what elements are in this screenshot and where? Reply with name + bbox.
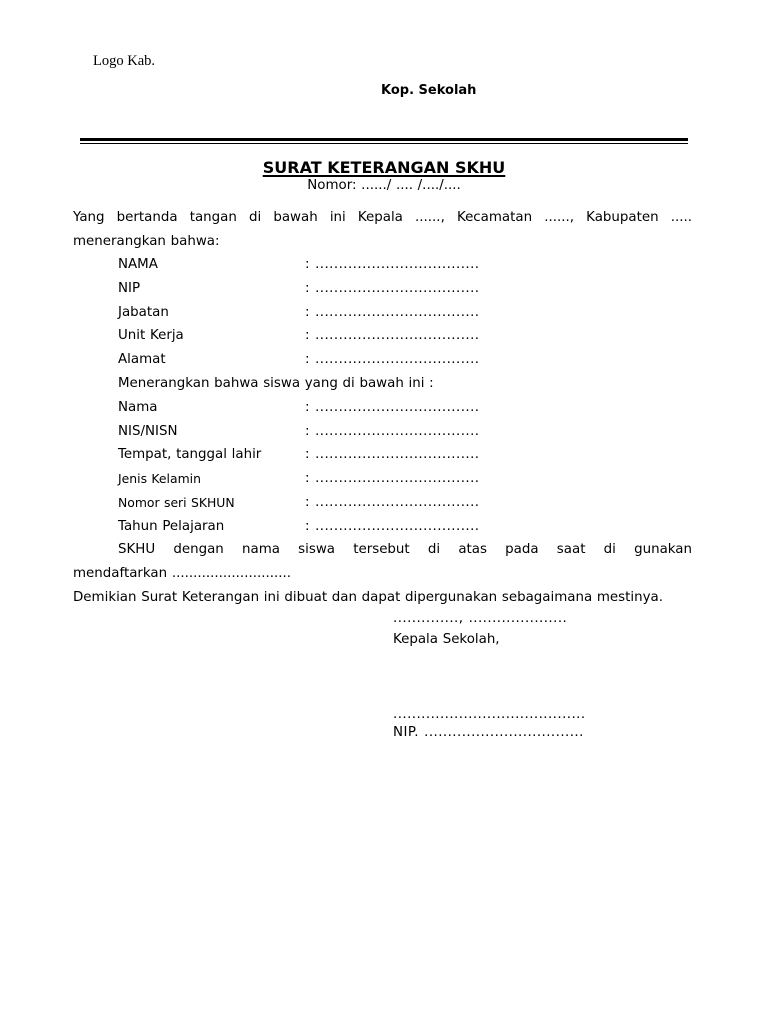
field-label: Alamat [118,352,166,368]
field-value: : ................................... [305,304,480,320]
field-label: NAMA [118,257,158,273]
field-label: Nama [118,399,158,415]
student-field-row [73,420,692,444]
letter-number: Nomor: ....../ .... /..../.... [307,178,461,193]
student-field-row [73,443,692,467]
signature-place-date: .............., ..................... [393,611,568,626]
student-field-row [73,491,692,515]
student-field-row [73,515,692,539]
official-field-row [73,253,692,277]
signature-position: Kepala Sekolah, [393,632,500,647]
field-value: : ................................... [305,494,480,510]
usage-line-1: SKHU dengan nama siswa tersebut di atas pada saat di gunakan [118,542,692,558]
opening-line-1: Yang bertanda tangan di bawah ini Kepala ......, Kecamatan ......, Kabupaten ..... [73,210,692,225]
student-field-row [73,467,692,491]
field-value: : ................................... [305,328,480,344]
field-label: Jenis Kelamin [118,471,201,487]
field-value: : ................................... [305,352,480,368]
field-value: : ................................... [305,518,480,534]
official-field-row [73,348,692,372]
letterhead-divider-thick [80,138,688,141]
field-label: Jabatan [118,304,169,320]
field-value: : ................................... [305,447,480,463]
field-value: : ................................... [305,471,480,487]
letterhead-divider-thin [80,143,688,144]
field-label: Unit Kerja [118,328,184,344]
signature-name-line: ......................................... [393,706,586,722]
logo-placeholder: Logo Kab. [93,53,156,69]
field-value: : ................................... [305,280,480,296]
official-field-row [73,277,692,301]
official-field-row [73,324,692,348]
letter-title: SURAT KETERANGAN SKHU [262,158,506,177]
field-value: : ................................... [305,399,480,415]
student-field-row [73,396,692,420]
field-value: : ................................... [305,257,480,273]
letterhead-title: Kop. Sekolah [381,83,477,98]
field-value: : ................................... [305,423,480,439]
signature-nip: NIP. .................................. [393,725,584,741]
official-field-row [73,301,692,325]
closing-statement: Demikian Surat Keterangan ini dibuat dan dapat dipergunakan sebagaimana mestinya. [73,590,663,606]
student-intro: Menerangkan bahwa siswa yang di bawah ini : [118,376,434,391]
field-label: NIP [118,280,141,296]
field-label: Tempat, tanggal lahir [118,447,262,463]
field-label: NIS/NISN [118,423,178,439]
usage-line-2: mendaftarkan ............................ [73,566,292,582]
field-label: Tahun Pelajaran [118,518,225,534]
letter-body [73,253,692,610]
field-label: Nomor seri SKHUN [118,494,235,510]
opening-line-2: menerangkan bahwa: [73,234,220,249]
